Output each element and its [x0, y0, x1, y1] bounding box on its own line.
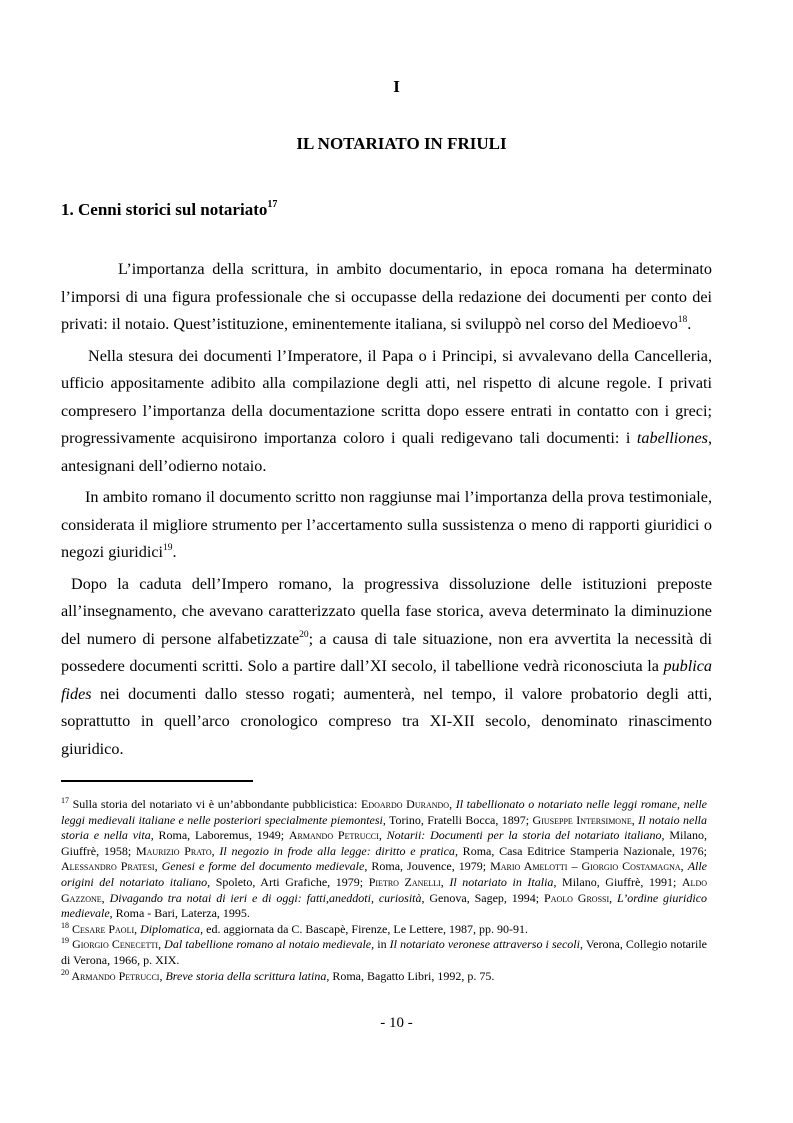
footnote-rest: , Genova, Sagep, 1994; — [421, 890, 545, 905]
footnote-18: $^{18}$ Cesare Paoli, Diplomatica, ed. aggiornata da C. Bascapè, Firenze, Le Lettere, 1987, pp. 90-91. — [61, 920, 529, 936]
footnote-title: Diplomatica — [140, 921, 201, 936]
footnote-title: Divagando tra notai di ieri e di oggi: fatti,aneddoti, curiosità — [109, 890, 422, 905]
paragraph-1 — [61, 256, 712, 339]
paragraph-1-text: L’importanza della scrittura, in ambito documentario, in epoca romana ha determinato l’imporsi di una figura professionale che si occupasse della redazione dei documenti per conto dei privati: il notaio. Quest’istituzione, eminentemente italiana, si sviluppò nel corso del Medioevo — [61, 260, 712, 333]
footnote-ref-19[interactable]: 19 — [163, 543, 173, 553]
footnote-20-number: 20 — [61, 967, 69, 977]
footnote-title: Il negozio in frode alla legge: diritto e pratica — [219, 843, 455, 858]
paragraph-1-tail: . — [687, 315, 692, 333]
footnote-author: Giorgio Cenecetti — [69, 937, 159, 952]
footnote-author: Edoardo Durando — [360, 797, 450, 811]
footnote-18-number: 18 — [61, 920, 69, 930]
page-number: - 10 - — [380, 1015, 413, 1031]
footnote-rest: , Roma, Casa Editrice Stamperia Nazionale, 1976; — [454, 843, 708, 858]
footnote-title: L’ordine giuridico medievale — [61, 890, 708, 921]
section-title-text: 1. Cenni storici sul notariato — [61, 200, 268, 219]
footnote-author: Armando Petrucci — [69, 968, 160, 983]
footnote-rest: , Verona, Collegio notarile di Verona, 1966, p. XIX. — [61, 937, 707, 967]
paragraph-4 — [61, 571, 712, 764]
footnote-ref-17[interactable]: 17 — [267, 199, 278, 210]
footnote-author: Armando Petrucci — [288, 828, 379, 843]
footnote-ref-18[interactable]: 18 — [677, 315, 688, 325]
footnote-17-number: 17 — [61, 796, 69, 805]
paragraph-2-text: Nella stesura dei documenti l’Imperatore, il Papa o i Principi, si avvalevano della Cancelleria, ufficio appositamente adibito alla compilazione degli atti, nel rispetto di alcune regole. I privati compresero l’importanza della documentazione scritta dopo essere entrati in contatto con i greci; progressivamente acquisirono importanza coloro i quali redigevano tali documenti: i — [61, 346, 712, 447]
chapter-title: IL NOTARIATO IN FRIULI — [296, 134, 507, 153]
paragraph-4-italic: publica fides — [61, 657, 712, 703]
paragraph-4-text-1: Dopo la caduta dell’Impero romano, la progressiva dissoluzione delle istituzioni preposte all’insegnamento, che avevano caratterizzato quella fase storica, aveva determinato la diminuzione del numero di persone alfabetizzate — [61, 574, 712, 648]
footnote-author: Aldo Gazzone — [61, 874, 707, 905]
paragraph-4-text-2: ; a causa di tale situazione, non era avvertita la necessità di possedere documenti scritti. Solo a partire dall’XI secolo, il tabellione vedrà riconosciuta la — [61, 629, 712, 675]
paragraph-2-tail: , antesignani dell’odierno notaio. — [61, 429, 712, 475]
footnote-rest: , Milano, Giuffrè, 1991; — [553, 874, 682, 889]
body-text — [61, 256, 712, 767]
footnote-rest: , Roma, Laboremus, 1949; — [150, 828, 289, 843]
footnote-author: Mario Amelotti – Giorgio Costamagna — [490, 859, 681, 874]
footnote-17-intro: Sulla storia del notariato vi è un’abbondante pubblicistica: — [69, 797, 361, 811]
footnote-author: Giuseppe Intersimone — [532, 812, 632, 827]
footnote-author: Alessandro Pratesi — [61, 859, 155, 874]
footnote-rest: , Roma - Bari, Laterza, 1995. — [109, 906, 250, 921]
footnote-19: $^{19}$ Giorgio Cenecetti, Dal tabellione romano al notaio medievale, in Il notariato veronese attraverso i secoli, Verona, Collegio notarile di Verona, 1966, p. XIX. — [61, 936, 707, 967]
footnote-rest: , Roma, Bagatto Libri, 1992, p. 75. — [326, 968, 495, 983]
footnote-19-number: 19 — [61, 936, 69, 946]
footnote-title: Notarii: Documenti per la storia del notariato italiano — [386, 828, 662, 843]
section-title — [61, 200, 277, 220]
footnote-title: Il tabellionato o notariato nelle leggi romane, nelle leggi medievali italiane e nelle posteriori specialmente piemontesi — [61, 797, 707, 827]
paragraph-3-tail: . — [172, 543, 177, 561]
footnote-20: $^{20}$ Armando Petrucci, Breve storia della scrittura latina, Roma, Bagatto Libri, 1992, p. 75. — [61, 967, 495, 983]
footnote-17: $^{17}$ Sulla storia del notariato vi è un’abbondante pubblicistica: Edoardo Durando, Il tabellionato o notariato nelle leggi romane, nelle leggi medievali italiane e nelle posteriori specialmente piemontesi, Torino, Fratelli Bocca, 1897; Giuseppe Intersimone, Il notaio nella storia e nella vita, Roma, Laboremus, 1949; Armando Petrucci, Notarii: Documenti per la storia del notariato italiano, Milano, Giuffrè, 1958; Maurizio Prato, Il negozio in frode alla legge: diritto e pratica, Roma, Casa Editrice Stamperia Nazionale, 1976; Alessandro Pratesi, Genesi e forme del documento medievale, Roma, Jouvence, 1979; Mario Amelotti – Giorgio Costamagna, Alle origini del notariato italiano, Spoleto, Arti Grafiche, 1979; Pietro Zanelli, Il notariato in Italia, Milano, Giuffrè, 1991; Aldo Gazzone, Divagando tra notai di ieri e di oggi: fatti,aneddoti, curiosità, Genova, Sagep, 1994; Paolo Grossi, L’ordine giuridico medievale, Roma - Bari, Laterza, 1995. — [61, 796, 708, 921]
chapter-number: I — [393, 77, 400, 96]
footnote-author: Maurizio Prato — [135, 843, 212, 858]
paragraph-2-italic: tabelliones — [636, 429, 708, 447]
footnote-title: Alle origini del notariato italiano — [61, 859, 708, 889]
footnote-rest: , Torino, Fratelli Bocca, 1897; — [382, 812, 533, 827]
paragraph-4-text-3: nei documenti dallo stesso rogati; aumenterà, nel tempo, il valore probatorio degli atti, soprattutto in quell’arco cronologico compreso tra XI-XII secolo, denominato rinascimento giuridico. — [61, 684, 712, 758]
paragraph-2 — [61, 343, 712, 481]
footnote-title: Il notaio nella storia e nella vita — [61, 812, 708, 843]
footnote-rest: , Spoleto, Arti Grafiche, 1979; — [207, 874, 369, 889]
paragraph-3 — [61, 484, 712, 567]
footnote-rest: , Milano, Giuffrè, 1958; — [61, 828, 707, 858]
footnote-title: Il notariato veronese attraverso i secoli — [389, 937, 580, 952]
footnote-title: Genesi e forme del documento medievale — [161, 859, 365, 874]
footnote-author: Paolo Grossi — [544, 890, 610, 905]
footnote-separator — [61, 780, 253, 782]
footnote-rest: , in — [371, 937, 390, 952]
footnote-ref-20[interactable]: 20 — [299, 629, 309, 640]
paragraph-3-text: In ambito romano il documento scritto non raggiunse mai l’importanza della prova testimoniale, considerata il migliore strumento per l’accertamento sulla sussistenza o meno di rapporti giuridici o negozi giuridici — [61, 488, 712, 561]
footnote-title: Dal tabellione romano al notaio medievale — [164, 937, 372, 952]
footnote-rest: , ed. aggiornata da C. Bascapè, Firenze, Le Lettere, 1987, pp. 90-91. — [200, 921, 529, 936]
footnote-author: Cesare Paoli — [69, 921, 135, 936]
footnotes — [61, 797, 707, 984]
footnote-author: Pietro Zanelli — [368, 874, 441, 889]
footnote-title: Il notariato in Italia — [449, 874, 554, 889]
footnote-rest: , Roma, Jouvence, 1979; — [364, 859, 491, 874]
footnote-title: Breve storia della scrittura latina — [165, 968, 327, 983]
